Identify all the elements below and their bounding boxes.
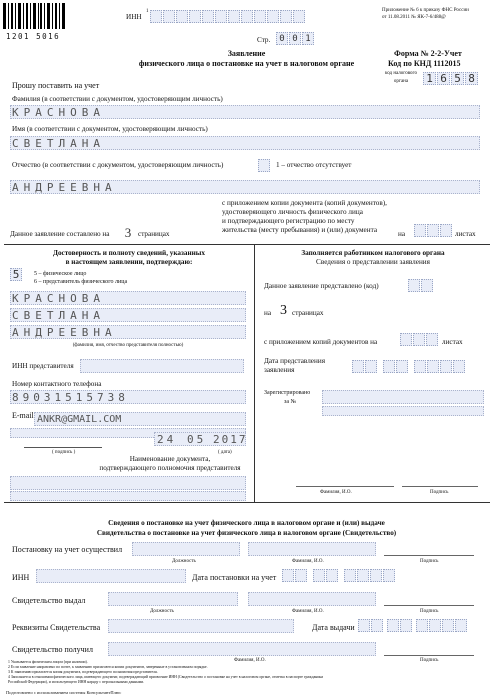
officer-on-label: на (264, 309, 272, 317)
page-number-cells (276, 32, 315, 45)
tax-code-digit: 6 (437, 72, 450, 85)
requisites-label: Реквизиты Свидетельства (12, 623, 101, 632)
order-note-1: Приложение № 6 к приказу ФНС России (382, 8, 469, 13)
received-by-label: Свидетельство получил (12, 645, 93, 654)
patronymic-field[interactable] (10, 180, 480, 194)
rep-surname-field[interactable] (10, 291, 246, 305)
position-caption: Должность (172, 559, 196, 564)
officer-heading: Заполняется работником налогового органа (301, 249, 445, 257)
fio-caption: Фамилия, И.О. (292, 559, 324, 564)
date-caption: ( дата) (218, 450, 232, 455)
officer-attach-label: с приложением копий документов на (264, 338, 378, 346)
name-value: СВЕТЛАНА (12, 137, 105, 150)
patronymic-note: 1 – отчество отсутствует (276, 161, 352, 169)
column-divider (254, 244, 255, 502)
barcode (3, 3, 65, 29)
page-digit: 0 (276, 32, 288, 45)
submit-date-label: Дата представления (264, 357, 325, 365)
issued-by-fio[interactable] (248, 592, 376, 606)
applicant-type-value: 5 (10, 268, 22, 281)
inn-cells[interactable] (150, 10, 306, 23)
svid-inn-label: ИНН (12, 573, 30, 582)
rep-name: СВЕТЛАНА (12, 309, 105, 322)
pages-suffix: страницах (138, 230, 170, 238)
patronymic-label: Отчество (в соответствии с документом, удостоверяющим личность) (12, 161, 224, 169)
attach-text: удостоверяющего личность физического лица (222, 208, 363, 216)
date-month: 05 (187, 433, 207, 446)
page-digit: 1 (302, 32, 314, 45)
name-field[interactable] (10, 136, 480, 150)
email-label: E-mail (12, 411, 34, 420)
tax-code-label: код налогового (385, 71, 417, 76)
footnote-mark: 1 (146, 9, 149, 14)
phone-label: Номер контактного телефона (12, 380, 102, 388)
registered-by-fio[interactable] (248, 542, 376, 556)
registration-number-field[interactable] (322, 390, 484, 404)
tax-code-digit: 1 (423, 72, 436, 85)
pages-prefix: Данное заявление составлено на (10, 230, 110, 238)
footnote: 3 К заявлению прилагается копия документа, подтверждающего полномочия представителя. (8, 670, 158, 674)
form-subtitle: физического лица о постановке на учет в налоговом органе (138, 59, 355, 68)
name-label: Имя (в соответствии с документом, удостоверяющим личность) (12, 125, 208, 133)
page-digit: 0 (289, 32, 301, 45)
confirm-heading-2: в настоящем заявлении, подтверждаю: (65, 258, 193, 266)
date-day: 24 (157, 433, 177, 446)
rep-doc-caption-2: подтверждающего полномочия представителя (99, 464, 241, 472)
registered-no-label: за № (284, 399, 297, 405)
section-divider-2 (4, 502, 490, 503)
received-by-sign-line (384, 655, 474, 656)
inn-label: ИНН (126, 13, 142, 21)
email-value: ANKR@GMAIL.COM (37, 414, 122, 425)
svid-heading-2: Свидетельства о постановке на учет физического лица в налоговом органе (Свидетельство) (96, 529, 397, 537)
request-text: Прошу поставить на учет (12, 81, 100, 90)
rep-doc-field-2[interactable] (10, 491, 246, 501)
no-patronymic-checkbox[interactable] (258, 159, 271, 172)
tax-office-code[interactable] (423, 72, 479, 85)
submit-date-label-2: заявления (264, 366, 295, 374)
signature-line (24, 447, 102, 448)
registration-number-field-2[interactable] (322, 406, 484, 416)
received-by-field[interactable] (108, 642, 376, 656)
issued-by-sign-line (384, 605, 474, 606)
consultant-note: Подготовлено с использованием системы КонсультантПлюс (6, 690, 122, 695)
rep-patronymic: АНДРЕЕВНА (12, 326, 117, 339)
applicant-type-cell[interactable] (10, 268, 23, 281)
confirm-heading: Достоверность и полноту сведений, указанных (53, 249, 205, 257)
officer-attach-cells[interactable] (400, 333, 439, 346)
surname-field[interactable] (10, 105, 480, 119)
svid-heading: Сведения о постановке на учет физического лица в налоговом органе и (или) выдаче (108, 519, 385, 527)
rep-surname: КРАСНОВА (12, 292, 105, 305)
signature-caption: ( подпись ) (52, 450, 76, 455)
order-note-2: от 11.08.2011 № ЯК-7-6/488@ (382, 15, 446, 20)
rep-doc-caption: Наименование документа, (129, 455, 211, 463)
issue-date-cells[interactable] (358, 619, 468, 632)
attach-text: и подтверждающего регистрацию по месту (222, 217, 355, 225)
type-6-label: 6 – представитель физического лица (34, 279, 128, 285)
type-5-label: 5 – физическое лицо (34, 271, 87, 277)
requisites-field[interactable] (108, 619, 294, 633)
phone-value: 89031515738 (12, 391, 129, 404)
surname-label: Фамилия (в соответствии с документом, удостоверяющим личность) (12, 95, 223, 103)
footnote: Российской Федерации), и использующего ИНН наряду с персональными данными. (8, 680, 145, 684)
footnote: 4 Заполняется в отношении физического лица, имеющего документ, подтверждающий присвоение ИНН (Свидетельство о постановке на учет в налоговом органе, отметка в паспорте гражданина (8, 675, 324, 679)
form-number: Форма № 2-2-Учет (394, 49, 462, 58)
attach-text: с приложением копии документа (копий документов), (222, 199, 387, 207)
date-year: 2017 (213, 433, 248, 446)
attach-on: на (398, 230, 406, 238)
tax-code-digit: 5 (451, 72, 464, 85)
tax-code-label-2: органа (393, 79, 409, 84)
attach-text: жительства (месту пребывания) и (или) документа (222, 226, 378, 234)
patronymic-value: АНДРЕЕВНА (12, 181, 117, 194)
reg-date-cells[interactable] (282, 569, 396, 582)
submit-date-cells[interactable] (352, 360, 466, 373)
page-label: Стр. (257, 36, 271, 44)
submitted-code-cells[interactable] (408, 279, 434, 292)
officer-sign-caption: Подпись (430, 490, 449, 495)
surname-value: КРАСНОВА (12, 106, 105, 119)
tax-code-digit: 8 (465, 72, 478, 85)
officer-pages-value: 3 (280, 303, 287, 318)
issued-by-position[interactable] (108, 592, 238, 606)
registered-by-label: Постановку на учет осуществил (12, 545, 123, 554)
barcode-icon (3, 3, 65, 29)
officer-subheading: Сведения о представлении заявления (316, 258, 430, 266)
reg-date-label: Дата постановки на учет (192, 573, 277, 582)
footnote: 2 Если заявление направлено по почте, к заявлению прилагаются копии документов, заверенные в установленном порядке. (8, 665, 208, 669)
form-title: Заявление (227, 49, 266, 58)
attach-sheets-cells[interactable] (414, 224, 453, 237)
barcode-number: 1201 5016 (6, 32, 61, 41)
submitted-code-label: Данное заявление представлено (код) (264, 282, 379, 290)
officer-pages-suffix: страницах (292, 309, 324, 317)
sign-caption: Подпись (420, 609, 439, 614)
rep-fio-caption: (фамилия, имя, отчество представителя полностью) (72, 343, 184, 348)
fio-caption: Фамилия, И.О. (292, 609, 324, 614)
position-caption: Должность (150, 609, 174, 614)
registered-by-position[interactable] (132, 542, 240, 556)
sign-caption: Подпись (420, 658, 439, 663)
issue-date-label: Дата выдачи (312, 623, 355, 632)
footnote: 1 Указывается физическим лицом (при наличии). (8, 660, 88, 664)
rep-inn-label: ИНН представителя (12, 362, 74, 370)
registered-by-sign-line (384, 555, 474, 556)
email-field[interactable] (34, 412, 246, 426)
fio-caption: Фамилия, И.О. (234, 658, 266, 663)
officer-fio-caption: Фамилия, И.О. (320, 490, 352, 495)
pages-count: 3 (124, 224, 132, 240)
section-divider (4, 244, 490, 245)
rep-name-field[interactable] (10, 308, 246, 322)
svid-inn-field[interactable] (36, 569, 186, 583)
issued-by-label: Свидетельство выдал (12, 596, 86, 605)
knd-code: Код по КНД 1112015 (388, 59, 461, 68)
sign-caption: Подпись (420, 559, 439, 564)
officer-sign-line (402, 486, 478, 487)
rep-patronymic-field[interactable] (10, 325, 246, 339)
rep-doc-field[interactable] (10, 476, 246, 490)
registered-label: Зарегистрировано (264, 390, 311, 396)
rep-inn-field[interactable] (80, 359, 244, 373)
officer-fio-line (296, 486, 394, 487)
officer-sheets-label: листах (442, 338, 463, 346)
sign-date-field[interactable] (154, 432, 246, 446)
phone-field[interactable] (10, 390, 246, 404)
pages-count-cells[interactable] (122, 226, 135, 239)
attach-sheets-label: листах (455, 230, 476, 238)
